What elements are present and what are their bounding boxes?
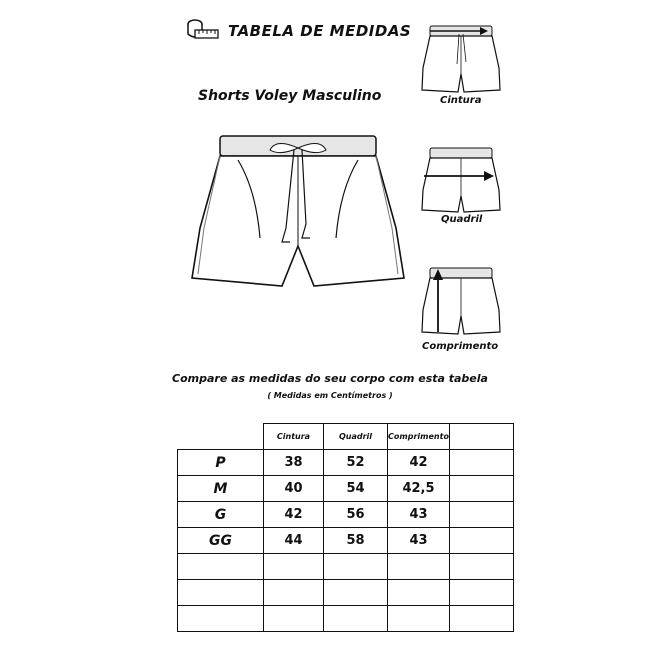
cell-cintura: 38	[264, 450, 324, 476]
size-label: GG	[178, 528, 264, 554]
cell-extra	[450, 450, 514, 476]
size-label: G	[178, 502, 264, 528]
cell-comprimento: 43	[388, 528, 450, 554]
table-row	[178, 502, 514, 528]
cell-quadril	[324, 606, 388, 632]
cell-quadril: 58	[324, 528, 388, 554]
cell-extra	[450, 554, 514, 580]
cell-cintura	[264, 554, 324, 580]
cell-quadril: 54	[324, 476, 388, 502]
header-comprimento: Comprimento	[388, 424, 450, 450]
cell-extra	[450, 476, 514, 502]
cell-comprimento: 42,5	[388, 476, 450, 502]
cell-quadril: 56	[324, 502, 388, 528]
page-title: TABELA DE MEDIDAS	[228, 22, 412, 40]
length-caption: Comprimento	[422, 341, 499, 352]
cell-cintura: 42	[264, 502, 324, 528]
compare-instruction: Compare as medidas do seu corpo com esta tabela	[172, 372, 488, 385]
cell-comprimento: 42	[388, 450, 450, 476]
cell-quadril	[324, 580, 388, 606]
cell-extra	[450, 502, 514, 528]
cell-quadril: 52	[324, 450, 388, 476]
table-row	[178, 606, 514, 632]
cell-comprimento	[388, 554, 450, 580]
waist-caption: Cintura	[440, 95, 482, 106]
table-row	[178, 528, 514, 554]
table-row	[178, 554, 514, 580]
table-row	[178, 450, 514, 476]
table-row	[178, 580, 514, 606]
waist-measure-thumbnail	[420, 24, 502, 94]
cell-extra	[450, 580, 514, 606]
header-empty	[450, 424, 514, 450]
cell-extra	[450, 606, 514, 632]
cell-cintura: 44	[264, 528, 324, 554]
cell-cintura: 40	[264, 476, 324, 502]
product-name: Shorts Voley Masculino	[198, 88, 382, 104]
hip-measure-thumbnail	[420, 146, 502, 216]
table-row	[178, 476, 514, 502]
cell-comprimento: 43	[388, 502, 450, 528]
table-header-row	[178, 424, 514, 450]
units-note: ( Medidas em Centímetros )	[267, 391, 393, 400]
size-label: P	[178, 450, 264, 476]
length-measure-thumbnail	[420, 266, 502, 336]
corner-cell	[178, 424, 264, 450]
measuring-tape-icon	[186, 18, 220, 42]
cell-comprimento	[388, 606, 450, 632]
cell-quadril	[324, 554, 388, 580]
size-table	[177, 423, 514, 632]
header-quadril: Quadril	[324, 424, 388, 450]
size-label: M	[178, 476, 264, 502]
cell-cintura	[264, 606, 324, 632]
size-label	[178, 554, 264, 580]
shorts-illustration	[190, 128, 406, 296]
hip-caption: Quadril	[441, 214, 483, 225]
size-label	[178, 606, 264, 632]
cell-extra	[450, 528, 514, 554]
header-cintura: Cintura	[264, 424, 324, 450]
cell-cintura	[264, 580, 324, 606]
size-label	[178, 580, 264, 606]
cell-comprimento	[388, 580, 450, 606]
